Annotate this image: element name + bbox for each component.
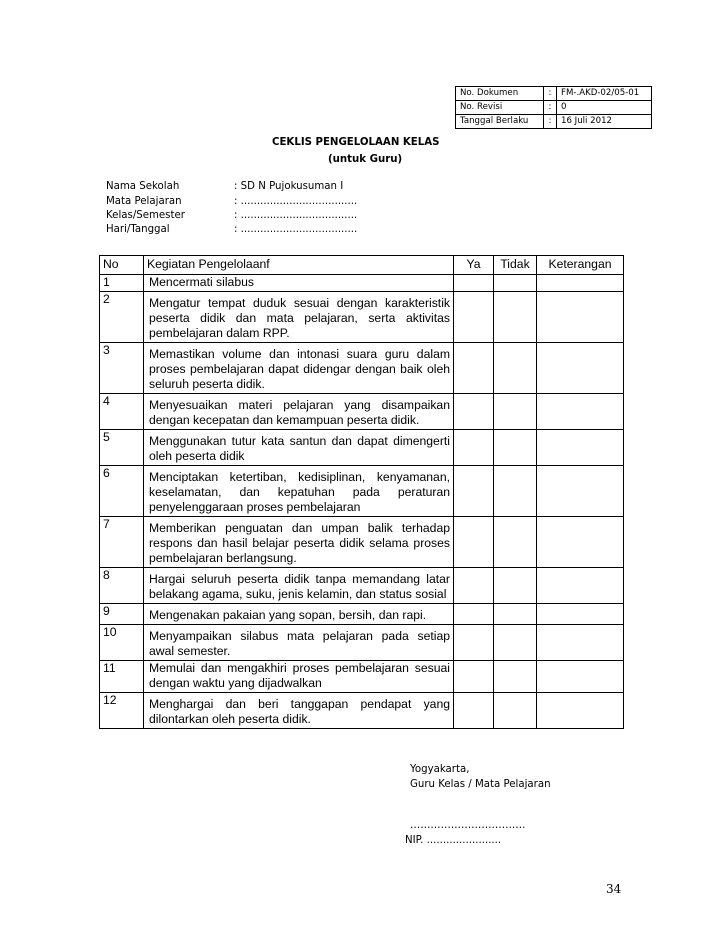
table-row: [100, 604, 624, 625]
tidak-cell[interactable]: [494, 625, 537, 661]
ya-cell[interactable]: [454, 625, 494, 661]
keterangan-cell[interactable]: [537, 693, 624, 729]
tidak-cell[interactable]: [494, 661, 537, 693]
row-activity: Memberikan penguatan dan umpan balik terhadap respons dan hasil belajar peserta didik selama proses pembelajaran berlangsung.: [144, 517, 454, 568]
field-label: Nama Sekolah: [106, 181, 180, 192]
row-activity: Menyesuaikan materi pelajaran yang disampaikan dengan kecepatan dan kemampuan peserta didik.: [144, 394, 454, 430]
table-row: [100, 693, 624, 729]
row-number: 5: [100, 430, 144, 466]
table-row: [100, 568, 624, 604]
doc-info-key: No. Dokumen: [456, 87, 544, 101]
keterangan-cell[interactable]: [537, 661, 624, 693]
row-activity: Menghargai dan beri tanggapan pendapat yang dilontarkan oleh peserta didik.: [144, 693, 454, 729]
signature-nip: NIP. .......................: [405, 835, 502, 846]
table-row: [100, 292, 624, 343]
ya-cell[interactable]: [454, 604, 494, 625]
checklist-table: [99, 255, 624, 729]
doc-info-value: 16 Juli 2012: [557, 115, 652, 129]
row-activity: Memastikan volume dan intonasi suara guru dalam proses pembelajaran dapat didengar dengan baik oleh seluruh peserta didik.: [144, 343, 454, 394]
ya-cell[interactable]: [454, 343, 494, 394]
keterangan-cell[interactable]: [537, 430, 624, 466]
table-row: [100, 517, 624, 568]
keterangan-cell[interactable]: [537, 466, 624, 517]
table-row: [100, 430, 624, 466]
doc-info-sep: :: [544, 101, 557, 115]
tidak-cell[interactable]: [494, 430, 537, 466]
row-number: 1: [100, 275, 144, 292]
row-activity: Mencermati silabus: [144, 275, 454, 292]
tidak-cell[interactable]: [494, 604, 537, 625]
field-value: : ....................................: [234, 210, 358, 221]
keterangan-cell[interactable]: [537, 568, 624, 604]
field-value: : ....................................: [234, 196, 358, 207]
row-number: 7: [100, 517, 144, 568]
doc-info-value: 0: [557, 101, 652, 115]
tidak-cell[interactable]: [494, 517, 537, 568]
row-activity: Menyampaikan silabus mata pelajaran pada setiap awal semester.: [144, 625, 454, 661]
header-keterangan: Keterangan: [537, 256, 624, 275]
row-activity: Memulai dan mengakhiri proses pembelajaran sesuai dengan waktu yang dijadwalkan: [144, 661, 454, 693]
header-kegiatan: Kegiatan Pengelolaanf: [144, 256, 454, 275]
tidak-cell[interactable]: [494, 292, 537, 343]
doc-info-sep: :: [544, 87, 557, 101]
ya-cell[interactable]: [454, 430, 494, 466]
ya-cell[interactable]: [454, 394, 494, 430]
row-activity: Hargai seluruh peserta didik tanpa memandang latar belakang agama, suku, jenis kelamin, dan status sosial: [144, 568, 454, 604]
table-row: [100, 394, 624, 430]
signature-city: Yogyakarta,: [410, 764, 470, 775]
doc-info-row: [456, 115, 652, 129]
field-label: Mata Pelajaran: [106, 196, 182, 207]
table-row: [100, 343, 624, 394]
field-value: : ....................................: [234, 224, 358, 235]
header-ya: Ya: [454, 256, 494, 275]
tidak-cell[interactable]: [494, 343, 537, 394]
row-activity: Menggunakan tutur kata santun dan dapat dimengerti oleh peserta didik: [144, 430, 454, 466]
row-number: 4: [100, 394, 144, 430]
row-activity: Mengenakan pakaian yang sopan, bersih, dan rapi.: [144, 604, 454, 625]
keterangan-cell[interactable]: [537, 292, 624, 343]
page-title: CEKLIS PENGELOLAAN KELAS: [272, 137, 440, 148]
keterangan-cell[interactable]: [537, 343, 624, 394]
table-header-row: [100, 256, 624, 275]
ya-cell[interactable]: [454, 275, 494, 292]
keterangan-cell[interactable]: [537, 625, 624, 661]
keterangan-cell[interactable]: [537, 275, 624, 292]
row-number: 11: [100, 661, 144, 693]
signature-role: Guru Kelas / Mata Pelajaran: [410, 779, 551, 790]
header-no: No: [100, 256, 144, 275]
row-number: 3: [100, 343, 144, 394]
ya-cell[interactable]: [454, 292, 494, 343]
ya-cell[interactable]: [454, 568, 494, 604]
field-value: : SD N Pujokusuman I: [234, 181, 344, 192]
tidak-cell[interactable]: [494, 693, 537, 729]
ya-cell[interactable]: [454, 661, 494, 693]
row-number: 9: [100, 604, 144, 625]
doc-info-row: [456, 101, 652, 115]
row-activity: Menciptakan ketertiban, kedisiplinan, kenyamanan, keselamatan, dan kepatuhan pada peraturan penyelenggaraan proses pembelajaran: [144, 466, 454, 517]
doc-info-key: No. Revisi: [456, 101, 544, 115]
field-label: Hari/Tanggal: [106, 224, 170, 235]
row-number: 2: [100, 292, 144, 343]
row-number: 6: [100, 466, 144, 517]
signature-name-line: …………………………….: [410, 820, 526, 831]
page-subtitle: (untuk Guru): [328, 154, 403, 165]
row-activity: Mengatur tempat duduk sesuai dengan karakteristik peserta didik dan mata pelajaran, serta aktivitas pembelajaran dalam RPP.: [144, 292, 454, 343]
tidak-cell[interactable]: [494, 394, 537, 430]
ya-cell[interactable]: [454, 693, 494, 729]
table-row: [100, 661, 624, 693]
row-number: 10: [100, 625, 144, 661]
tidak-cell[interactable]: [494, 568, 537, 604]
row-number: 8: [100, 568, 144, 604]
table-row: [100, 275, 624, 292]
doc-info-value: FM-.AKD-02/05-01: [557, 87, 652, 101]
field-label: Kelas/Semester: [106, 210, 185, 221]
table-row: [100, 625, 624, 661]
ya-cell[interactable]: [454, 517, 494, 568]
doc-info-row: [456, 87, 652, 101]
keterangan-cell[interactable]: [537, 604, 624, 625]
doc-info-key: Tanggal Berlaku: [456, 115, 544, 129]
ya-cell[interactable]: [454, 466, 494, 517]
document-info-table: [455, 86, 652, 129]
row-number: 12: [100, 693, 144, 729]
tidak-cell[interactable]: [494, 275, 537, 292]
header-tidak: Tidak: [494, 256, 537, 275]
tidak-cell[interactable]: [494, 466, 537, 517]
page-number: 34: [606, 882, 622, 896]
table-row: [100, 466, 624, 517]
doc-info-sep: :: [544, 115, 557, 129]
keterangan-cell[interactable]: [537, 517, 624, 568]
keterangan-cell[interactable]: [537, 394, 624, 430]
